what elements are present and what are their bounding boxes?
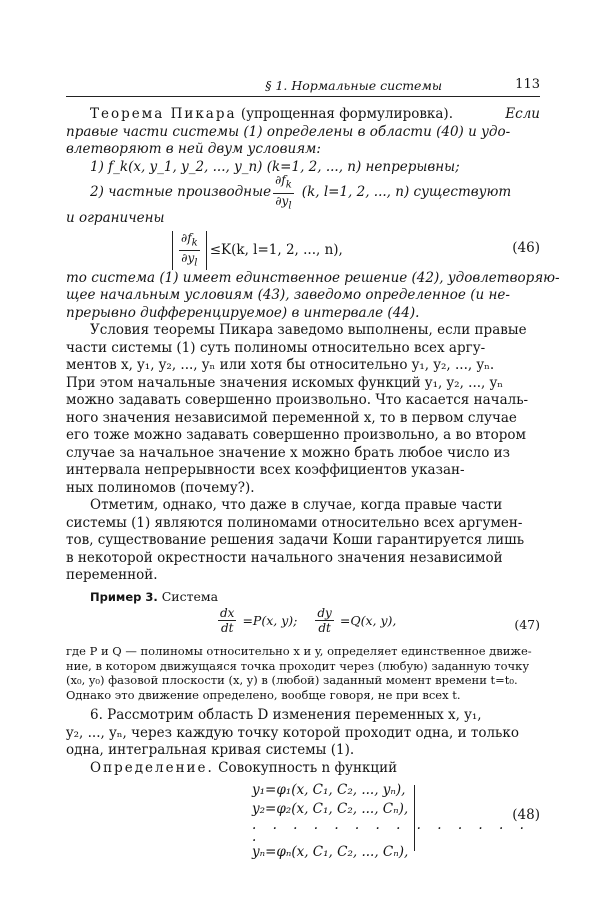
example-line-1: где P и Q — полиномы относительно x и y, определяет единственное движе- bbox=[66, 644, 532, 658]
equation-number-48: (48) bbox=[512, 807, 540, 823]
equation-47: $\frac{dx}{dt}$ =P(x, y); $\frac{dy}{dt}$ =Q(x, y), (47) bbox=[220, 606, 540, 635]
para2-line-3: тов, существование решения задачи Коши гарантируется лишь bbox=[66, 532, 525, 548]
theorem-line-2: правые части системы (1) определены в области (40) и удо- bbox=[66, 123, 511, 140]
section6-line-2: y₂, ..., yₙ, через каждую точку которой проходит одна, и только bbox=[66, 724, 519, 741]
theorem-line-6: и ограничены bbox=[66, 210, 165, 226]
system-row-2: y₂=φ₂(x, C₁, C₂, ..., Cₙ), bbox=[252, 801, 409, 817]
theorem-condition-1: 1) f_k(x, y_1, y_2, ..., y_n) (k=1, 2, ..., n) непрерывны; bbox=[90, 158, 460, 175]
conclusion-line-2: щее начальным условиям (43), заведомо определенное (и не- bbox=[66, 287, 510, 303]
section6-line-3: одна, интегральная кривая системы (1). bbox=[66, 742, 355, 758]
conclusion-line-3: прерывно дифференцируемое) в интервале (44). bbox=[66, 304, 420, 321]
system-row-dots: . . . . . . . . . . . . . . . bbox=[252, 817, 530, 845]
example-heading: Пример 3. Система bbox=[90, 588, 219, 604]
running-title: § 1. Нормальные системы bbox=[265, 78, 442, 93]
para1-line-5: можно задавать совершенно произвольно. Что касается началь- bbox=[66, 392, 529, 408]
para1-line-6: ного значения независимой переменной x, то в первом случае bbox=[66, 409, 517, 426]
example-line-2: ние, в котором движущаяся точка проходит через (любую) заданную точку bbox=[66, 658, 530, 673]
page-number: 113 bbox=[515, 77, 540, 92]
equation-48-system bbox=[66, 779, 540, 860]
para2-line-2: системы (1) являются полиномами относительно всех аргумен- bbox=[66, 514, 523, 531]
running-header bbox=[66, 76, 540, 97]
equation-46: $\frac{\partial f_k}{\partial y_l}$ ≤K(k, l=1, 2, ..., n), (46) bbox=[66, 228, 540, 270]
para1-line-3: ментов x, y₁, y₂, ..., yₙ или хотя бы относительно y₁, y₂, ..., yₙ. bbox=[66, 357, 495, 373]
system-brace bbox=[408, 785, 415, 851]
equation-number-47: (47) bbox=[514, 617, 540, 632]
example-line-3: (x₀, y₀) фазовой плоскости (x, y) в (любой) заданный момент времени t=t₀. bbox=[66, 673, 518, 687]
absolute-value: $\frac{\partial f_k}{\partial y_l}$ bbox=[172, 231, 207, 271]
para1-line-1: Условия теоремы Пикара заведомо выполнены, если правые bbox=[90, 322, 527, 338]
partial-derivative-fraction: $\frac{\partial f_k}{\partial y_l}$ bbox=[275, 173, 292, 211]
example-line-4: Однако это движение определено, вообще говоря, не при всех t. bbox=[66, 687, 461, 702]
theorem-condition-2: 2) частные производные $\frac{\partial f_k}{\partial y_l}$ (k, l=1, 2, ..., n) существуют bbox=[90, 173, 512, 211]
para2-line-4: в некоторой окрестности начального значения независимой bbox=[66, 549, 503, 566]
para1-line-8: случае за начальное значение x можно брать любое число из bbox=[66, 444, 510, 461]
conclusion-line-1: то система (1) имеет единственное решение (42), удовлетворяю- bbox=[66, 269, 560, 286]
para1-line-2: части системы (1) суть полиномы относительно всех аргу- bbox=[66, 339, 486, 356]
para1-line-4: При этом начальные значения искомых функций y₁, y₂, ..., yₙ bbox=[66, 374, 504, 391]
system-row-n: yₙ=φₙ(x, C₁, C₂, ..., Cₙ), bbox=[252, 844, 409, 860]
para2-line-5: переменной. bbox=[66, 567, 158, 583]
para1-line-10: ных полиномов (почему?). bbox=[66, 479, 255, 496]
para1-line-7: его тоже можно задавать совершенно произвольно, а во втором bbox=[66, 427, 526, 443]
theorem-line-1: Теорема Пикара (упрощенная формулировка). Если bbox=[90, 106, 540, 122]
page-body bbox=[66, 106, 560, 860]
section6-line-1: 6. Рассмотрим область D изменения переменных x, y₁, bbox=[90, 707, 482, 723]
equation-number-46: (46) bbox=[512, 239, 540, 256]
theorem-line-3: влетворяют в ней двум условиям: bbox=[66, 141, 321, 157]
system-row-1: y₁=φ₁(x, C₁, C₂, ..., yₙ), bbox=[252, 782, 406, 798]
definition-line: Определение. Совокупность n функций bbox=[90, 759, 398, 776]
para1-line-9: интервала непрерывности всех коэффициентов указан- bbox=[66, 462, 465, 478]
para2-line-1: Отметим, однако, что даже в случае, когда правые части bbox=[90, 497, 503, 513]
